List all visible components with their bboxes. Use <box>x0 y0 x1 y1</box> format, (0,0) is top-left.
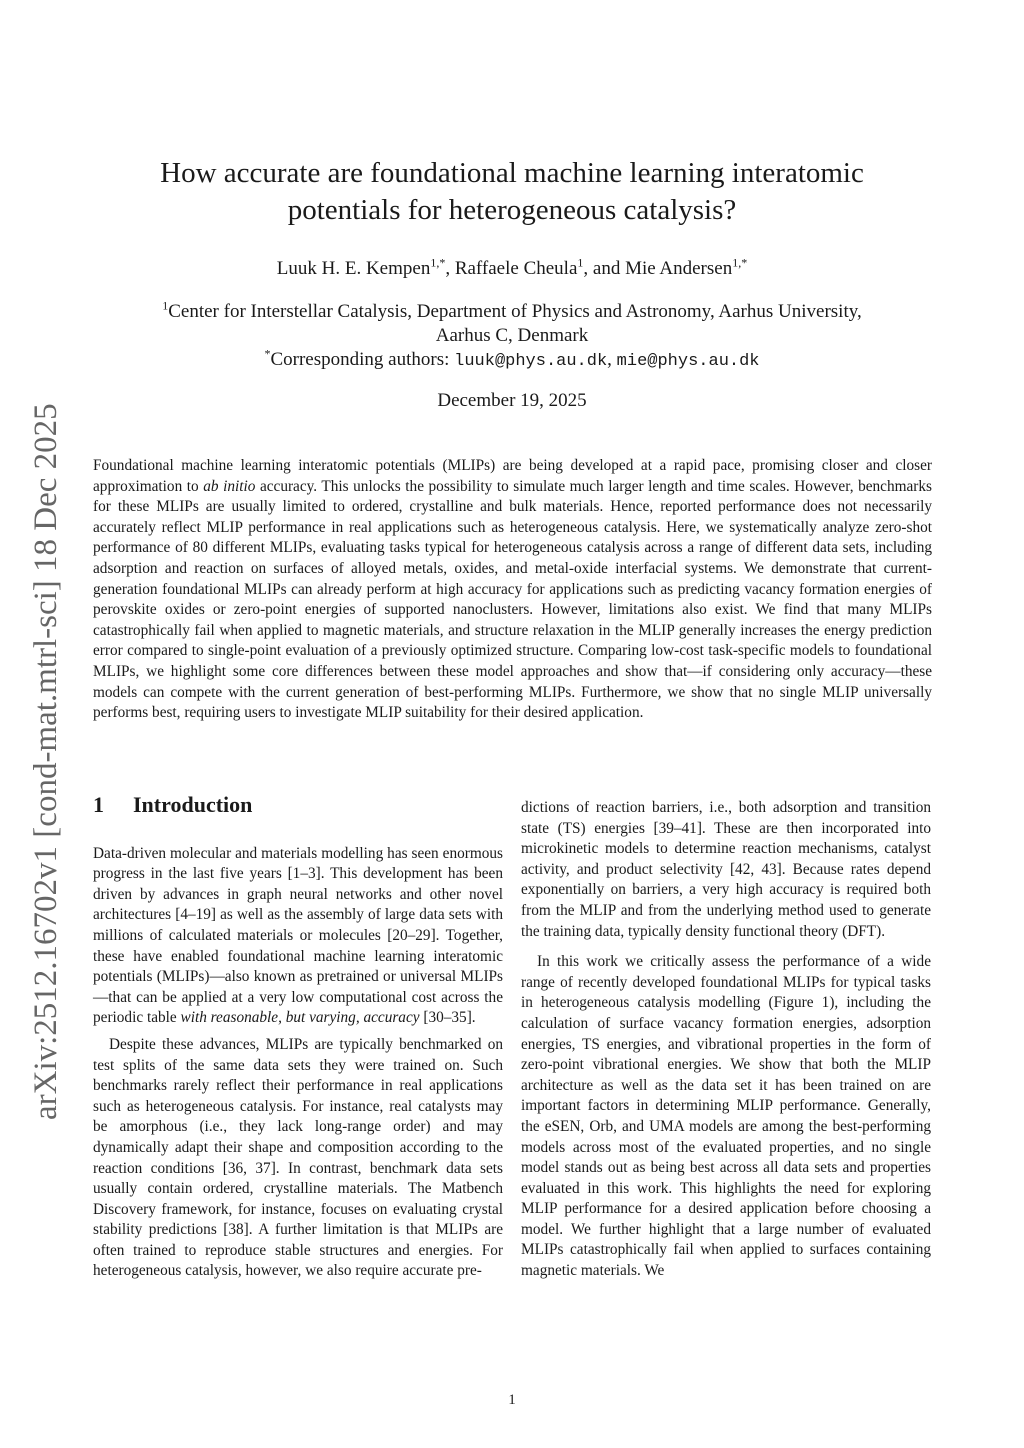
section-title: Introduction <box>133 792 253 817</box>
title-line-2: potentials for heterogeneous catalysis? <box>287 194 737 226</box>
author-affil-mark: 1 <box>577 255 584 270</box>
affiliation-line-2: Aarhus C, Denmark <box>435 325 589 346</box>
email-link-1[interactable]: luuk@phys.au.dk <box>454 352 608 371</box>
affiliation-line-1: Center for Interstellar Catalysis, Department of Physics and Astronomy, Aarhus University, <box>168 301 862 322</box>
author-affil-mark: 1,* <box>732 255 748 270</box>
right-column <box>521 798 931 1288</box>
author-name: Luuk H. E. Kempen <box>276 258 431 279</box>
arxiv-sidebar <box>28 403 68 1160</box>
affiliation-block <box>90 300 934 374</box>
affiliation-mark: 1 <box>162 298 169 313</box>
author-list <box>110 255 914 280</box>
paragraph-italic: with reasonable, but varying, accuracy <box>180 1009 420 1027</box>
corresponding-mark: * <box>264 346 271 361</box>
page-number: 1 <box>508 1392 516 1408</box>
corresponding-authors <box>90 348 934 374</box>
intro-paragraph-2: Despite these advances, MLIPs are typically benchmarked on test splits of the same data sets they were trained on. Such benchmarks rarely reflect their performance in real applications such as heterogeneous catalysis. For instance, real catalysts may be amorphous (i.e., they lack long-range order) and may dynamically adapt their shape and composition according to the reaction conditions [36, 37]. In contrast, benchmark data sets usually contain ordered, crystalline materials. The Matbench Discovery framework, for instance, focuses on evaluating crystal stability predictions [38]. A further limitation is that MLIPs are often trained to reproduce stable structures and energies. For heterogeneous catalysis, however, we also require accurate pre- <box>93 1035 503 1280</box>
intro-paragraph-4: In this work we critically assess the performance of a wide range of recently developed foundational MLIPs for typical tasks in heterogeneous catalysis modelling (Figure 1), including the calculation of surface vacancy formation energies, adsorption energies, TS energies, and vibrational properties in the form of zero-point vibrational energies. We show that both the MLIP architecture as well as the data set it has been trained on are important factors in determining MLIP performance. Generally, the eSEN, Orb, and UMA models are among the best-performing models across most of the evaluated properties, and no single model stands out as being best across all data sets and properties evaluated in this work. This highlights the need for exploring MLIP performance for a desired application before choosing a model. We further highlight that a large number of evaluated MLIPs catastrophically fail when applied to surfaces containing magnetic materials. We <box>521 953 931 1280</box>
intro-paragraph-1 <box>93 844 503 1029</box>
intro-paragraph-3: dictions of reaction barriers, i.e., both adsorption and transition state (TS) energies [39–41]. These are then incorporated into microkinetic models to determine reaction mechanisms, catalyst activity, and product selectivity [42, 43]. Because rates depend exponentially on barriers, a very high accuracy is required both from the MLIP and from the underlying method used to generate the training data, typically density functional theory (DFT). <box>521 799 931 940</box>
abstract-italic: ab initio <box>203 477 256 495</box>
corresponding-label: Corresponding authors: <box>270 349 455 370</box>
author-name: Mie Andersen <box>625 258 733 279</box>
author-separator: , <box>445 258 455 279</box>
title-line-1: How accurate are foundational machine learning interatomic <box>160 157 864 189</box>
left-column <box>93 792 503 1288</box>
abstract-text-2: accuracy. This unlocks the possibility to simulate much larger length and time scales. However, benchmarks for these MLIPs are usually limited to ordered, crystalline and bulk materials. Hence, reported performance does not necessarily accurately reflect MLIP performance in real applications such as heterogeneous catalysis. Here, we systematically analyze zero-shot performance of 80 different MLIPs, evaluating tasks typical for heterogeneous catalysis across a range of different data sets, including adsorption and reaction on surfaces of alloyed metals, oxides, and metal-oxide interfacial systems. We demonstrate that current-generation foundational MLIPs can already perform at high accuracy for applications such as predicting vacancy formation energies of perovskite oxides or zero-point energies of supported nanoclusters. However, limitations also exist. We find that many MLIPs catastrophically fail when applied to magnetic materials, and structure relaxation in the MLIP generally increases the energy prediction error compared to single-point evaluation of a previously optimized structure. Comparing low-cost task-specific models to foundational MLIPs, we highlight some core differences between these model approaches and show that—if considering only accuracy—these models can compete with the current generation of best-performing MLIPs. Furthermore, we show that no single MLIP universally performs best, requiring users to investigate MLIP suitability for their desired application. <box>93 477 932 722</box>
paragraph-text: [30–35]. <box>419 1009 476 1027</box>
author-separator: , and <box>583 258 626 279</box>
section-heading <box>93 792 503 817</box>
email-separator: , <box>607 349 617 370</box>
email-link-2[interactable]: mie@phys.au.dk <box>616 352 760 371</box>
abstract <box>93 456 932 724</box>
paper-title <box>110 155 914 229</box>
author-name: Raffaele Cheula <box>454 258 578 279</box>
section-number: 1 <box>93 792 104 817</box>
publication-date: December 19, 2025 <box>437 390 587 411</box>
author-affil-mark: 1,* <box>430 255 446 270</box>
abstract-text-1: Foundational machine learning interatomic potentials (MLIPs) are being developed at a rapid pace, promising closer and closer approximation to <box>93 457 932 495</box>
arxiv-identifier: arXiv:2512.16702v1 [cond-mat.mtrl-sci] 18 Dec 2025 <box>28 403 64 1120</box>
paragraph-text: Data-driven molecular and materials modelling has seen enormous progress in the last five years [1–3]. This development has been driven by advances in graph neural networks and other novel architectures [4–19] as well as the assembly of large data sets with millions of calculated materials or molecules [20–29]. Together, these have enabled foundational machine learning interatomic potentials (MLIPs)—also known as pretrained or universal MLIPs—that can be applied at a very low computational cost across the periodic table <box>93 844 503 1027</box>
